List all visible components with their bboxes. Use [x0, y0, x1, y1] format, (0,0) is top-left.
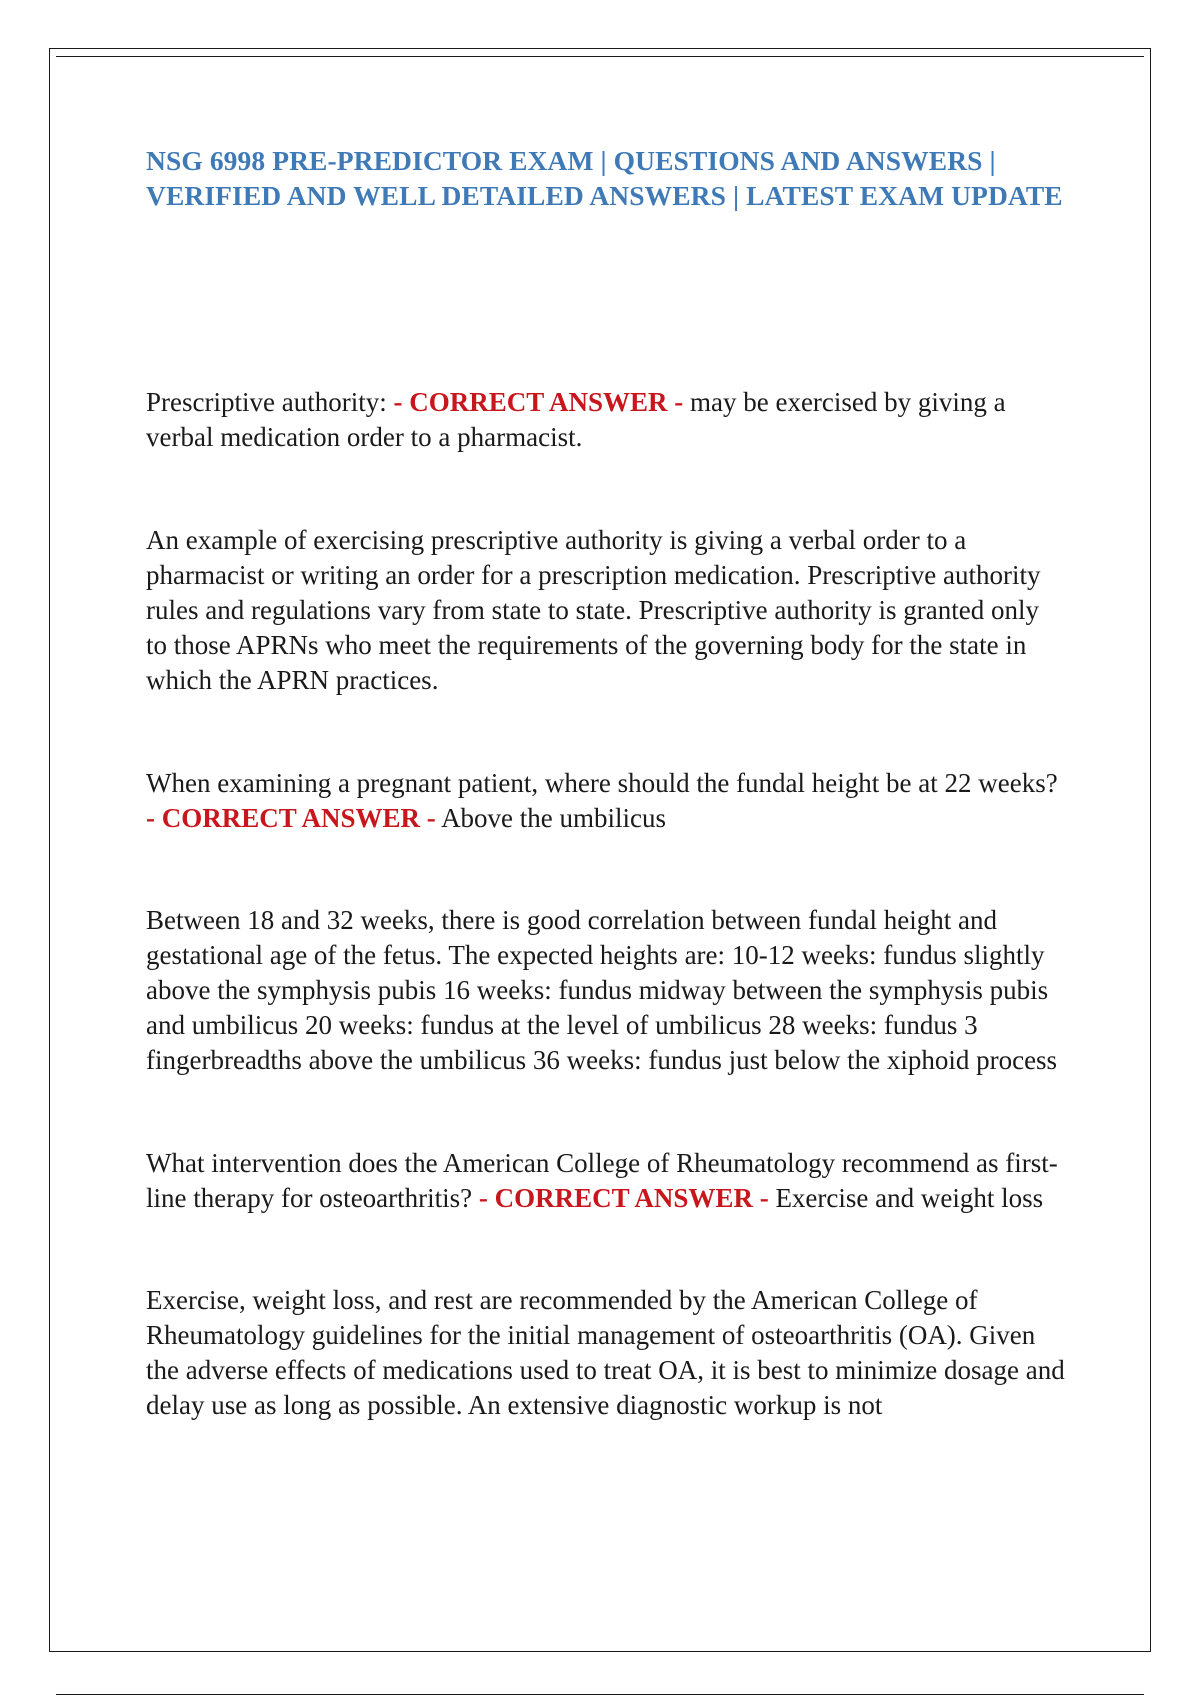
question-text: What intervention does the American College of Rheumatology recommend as first-line therapy for osteoarthritis? [146, 1148, 1058, 1213]
document-title: NSG 6998 PRE-PREDICTOR EXAM | QUESTIONS AND ANSWERS | VERIFIED AND WELL DETAILED ANSWERS | LATEST EXAM UPDATE [146, 145, 1063, 211]
question-text: When examining a pregnant patient, where should the fundal height be at 22 weeks? [146, 768, 1058, 798]
explanation-3: Exercise, weight loss, and rest are recommended by the American College of Rheumatology guidelines for the initial management of osteoarthritis (OA). Given the adverse effects of medications used to treat OA, it is best to minimize dosage and delay use as long as possible. An extensive diagnostic workup is not [146, 1285, 1065, 1420]
next-page-top-rule [56, 1694, 1144, 1695]
answer-text: Exercise and weight loss [775, 1183, 1044, 1213]
answer-text: may be exercised by giving a verbal medication order to a pharmacist. [146, 387, 1006, 452]
correct-answer-marker: - CORRECT ANSWER - [146, 803, 436, 833]
explanation-1: An example of exercising prescriptive authority is giving a verbal order to a pharmacist or writing an order for a prescription medication. Prescriptive authority rules and regulations vary from state to state. Prescriptive authority is granted only to those APRNs who meet the requirements of the governing body for the state in which the APRN practices. [146, 525, 1041, 695]
answer-text: Above the umbilicus [441, 803, 667, 833]
document-content [146, 143, 1066, 1423]
top-rule [56, 56, 1144, 57]
explanation-2: Between 18 and 32 weeks, there is good correlation between fundal height and gestational age of the fetus. The expected heights are: 10-12 weeks: fundus slightly above the symphysis pubis 16 weeks: fundus midway between the symphysis pubis and umbilicus 20 weeks: fundus at the level of umbilicus 28 weeks: fundus 3 fingerbreadths above the umbilicus 36 weeks: fundus just below the xiphoid process [146, 905, 1058, 1075]
question-answer-3 [146, 1146, 1066, 1216]
correct-answer-marker: - CORRECT ANSWER - [478, 1183, 769, 1213]
question-answer-2 [146, 766, 1066, 836]
question-answer-1 [146, 385, 1066, 455]
correct-answer-marker: - CORRECT ANSWER - [393, 387, 684, 417]
question-text: Prescriptive authority: [146, 387, 387, 417]
